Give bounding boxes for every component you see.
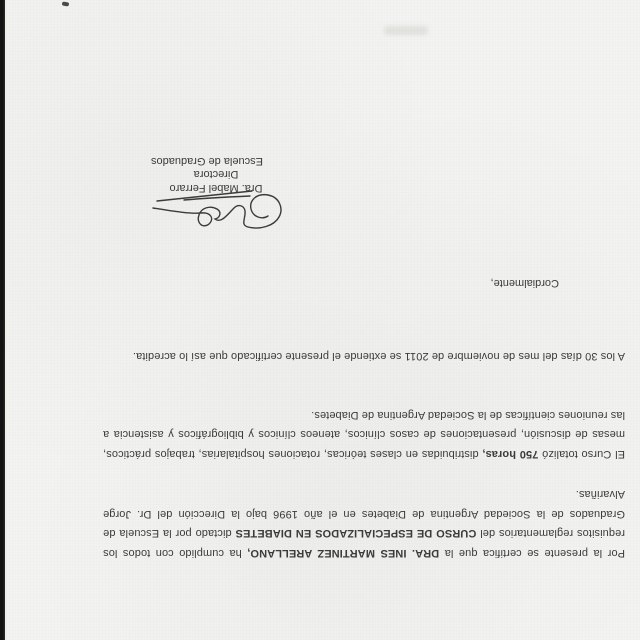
signatory-organization: Escuela de Graduados <box>151 155 263 167</box>
closing-salutation: Cordialmente, <box>490 277 559 289</box>
paragraph <box>103 484 625 562</box>
signatory-title: Directora <box>193 168 239 181</box>
text-segment: ha cumplido con todos los requisitos reglamentarios del <box>103 527 625 559</box>
text-segment: Por la presente se certifica que la <box>439 547 625 559</box>
paragraph <box>103 405 625 464</box>
text-segment: CURSO DE ESPECIALIZADOS EN DIABETES <box>235 527 477 540</box>
text-segment: distribuidas en clases teóricas, rotaciones hospitalarias, trabajos prácticos, mesas de discusión, presentaciones de casos clínicos, ateneos clínicos y bibliográficos y asistencia a las reuniones científicas de la Sociedad Argentina de Diabetes. <box>102 409 625 460</box>
signatory-name: Dra. Mabel Ferraro <box>169 182 263 194</box>
text-segment: dictado por la Escuela de Graduados de la Sociedad Argentina de Diabetes en el año 1996 bajo la Dirección del Dr. Jorge Alvariñas. <box>103 488 625 540</box>
paragraph <box>103 346 625 366</box>
text-segment: El Curso totalizó <box>538 448 625 460</box>
text-segment: 750 horas, <box>482 448 539 460</box>
text-segment: DRA. INES MARTINEZ ARELLANO, <box>247 547 440 559</box>
certificate-body <box>103 346 625 640</box>
text-segment: A los 30 días del mes de noviembre de 2011 se extiende el presente certificado que así lo acredita. <box>132 350 625 363</box>
smudge-artifact <box>384 26 428 35</box>
scanner-edge-highlight <box>5 0 8 640</box>
ink-speck-artifact <box>62 2 69 7</box>
